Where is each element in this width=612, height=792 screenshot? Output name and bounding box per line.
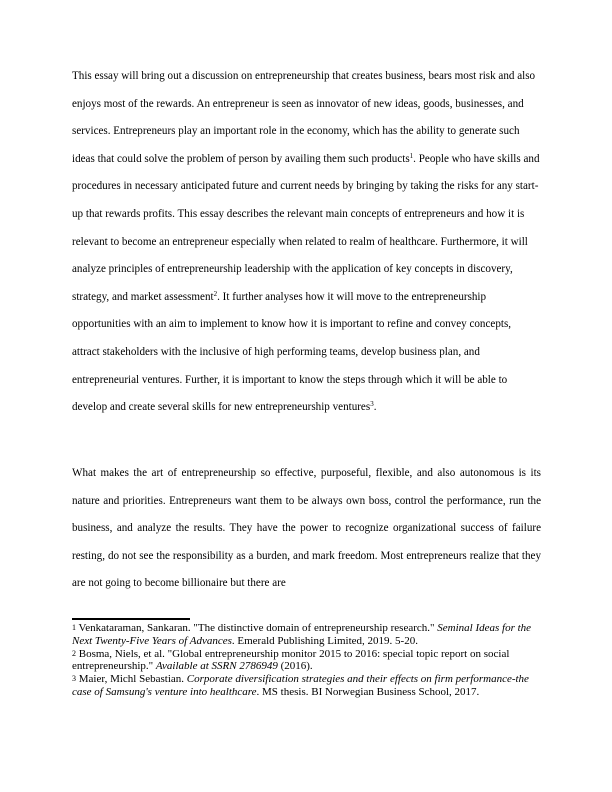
footnote-marker: 1: [72, 623, 76, 632]
footnotes: [72, 622, 547, 699]
paragraph-text: This essay will bring out a discussion on entrepreneurship that creates business, bears most risk and also enjoys most of the rewards. An entrepreneur is seen as innovator of new ideas, goods, businesses, and services. Entrepreneurs play an important role in the economy, which has the ability to generate such ideas that could solve the problem of person by availing them such products: [72, 70, 536, 165]
footnote-text: Venkataraman, Sankaran. "The distinctive domain of entrepreneurship research.": [76, 622, 438, 634]
footnote-marker: 2: [72, 648, 76, 658]
footnote-text: (2016).: [277, 660, 313, 673]
footnote-reference-1: 1: [409, 151, 414, 160]
footnote-text: Bosma, Niels, et al. "Global entrepreneurship monitor 2015 to 2016: special topic report on social entrepreneurship.": [72, 647, 510, 673]
paragraph-text: .: [373, 401, 377, 414]
paragraph-text: What makes the art of entrepreneurship so effective, purposeful, flexible, and also autonomous is its nature and priorities. Entrepreneurs want them to be always own boss, control the performance, run the business, and analyze the results. They have the power to recognize organizational success of failure resting, do not see the responsibility as a burden, and mark freedom. Most entrepreneurs realize that they are not going to become billionaire but there are: [72, 467, 541, 590]
footnote-title: Seminal Ideas for the Next Twenty-Five Years of Advances: [72, 622, 532, 647]
footnote-text: . MS thesis. BI Norwegian Business School, 2017.: [256, 685, 480, 698]
footnote-separator: [72, 618, 190, 620]
body-paragraph-1: [72, 63, 541, 422]
paragraph-text: . It further analyses how it will move to the entrepreneurship opportunities with an aim to implement to know how it is important to refine and convey concepts, attract stakeholders with the inclusive of high performing teams, develop business plan, and entrepreneurial ventures. Further, it is important to know the steps through which it will be able to develop and create several skills for new entrepreneurship ventures: [72, 290, 512, 414]
body-paragraph-2: [72, 460, 541, 598]
paragraph-text: . People who have skills and procedures in necessary anticipated future and current needs by bringing by taking the risks for any start-up that rewards profits. This essay describes the relevant main concepts of entrepreneurs and how it is relevant to become an entrepreneur especially when related to realm of healthcare. Furthermore, it will analyze principles of entrepreneurship leadership with the application of key concepts in discovery, strategy, and market assessment: [72, 152, 540, 303]
footnote-title: Available at SSRN 2786949: [155, 660, 278, 673]
footnote-text: . Emerald Publishing Limited, 2019. 5-20.: [231, 634, 418, 647]
footnote-3: [72, 673, 547, 699]
footnote-title: Corporate diversification strategies and their effects on firm performance-the case of Samsung's venture into healthcare: [72, 673, 529, 698]
footnote-reference-3: 3: [370, 400, 374, 409]
footnote-marker: 3: [72, 674, 76, 684]
footnote-2: [72, 648, 547, 674]
footnote-text: Maier, Michl Sebastian.: [76, 673, 187, 686]
footnote-reference-2: 2: [213, 289, 218, 298]
footnote-1: [72, 622, 547, 648]
